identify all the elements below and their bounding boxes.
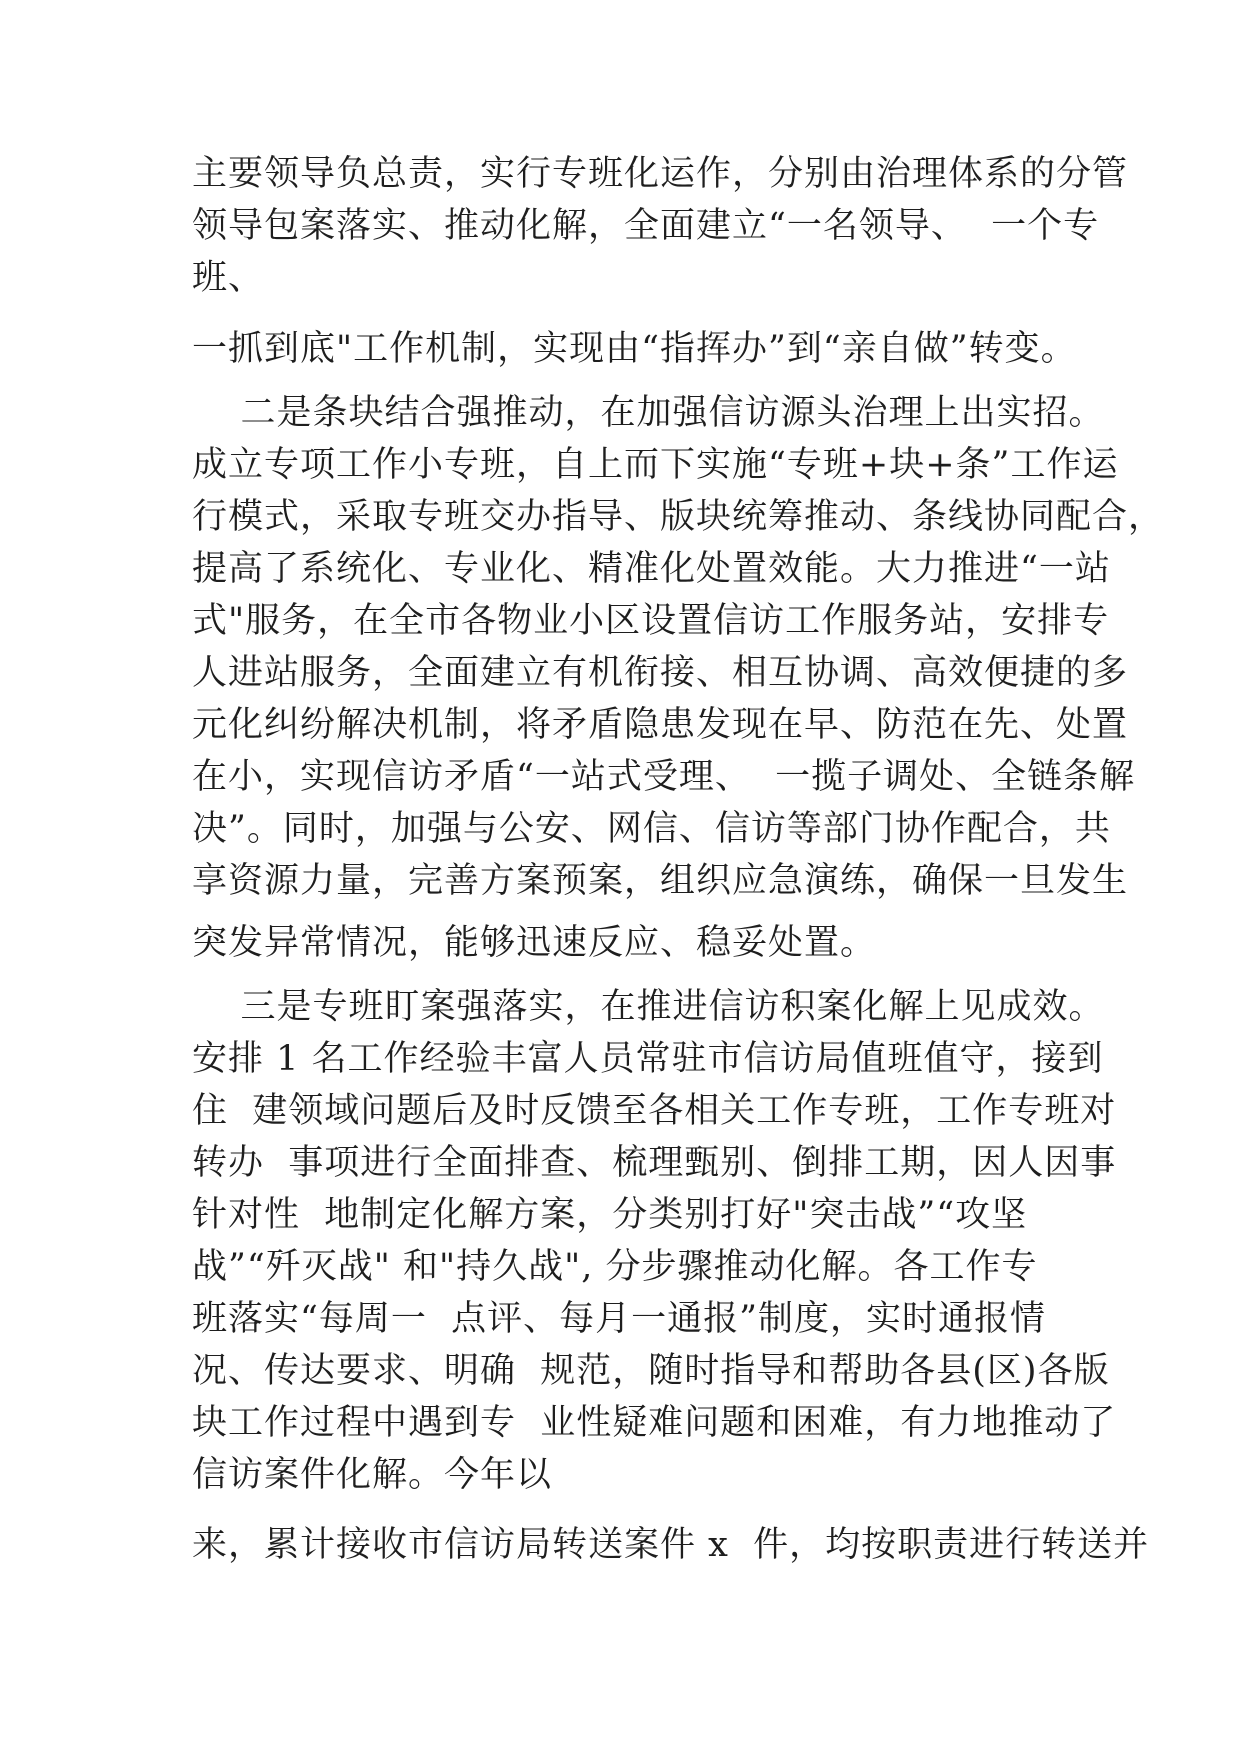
text-line: 突发异常情况，能够迅速反应、稳妥处置。 (192, 923, 877, 963)
text-line: 式"服务，在全市各物业小区设置信访工作服务站，安排专 (192, 601, 1110, 641)
text-line: 一抓到底"工作机制，实现由“指挥办”到“亲自做”转变。 (192, 329, 1077, 369)
text-line: 来，累计接收市信访局转送案件 x 件，均按职责进行转送并 (192, 1525, 1150, 1565)
text-line: 三是专班盯案强落实，在推进信访积案化解上见成效。 (192, 987, 1105, 1027)
text-line: 安排 1 名工作经验丰富人员常驻市信访局值班值守，接到 (192, 1039, 1104, 1079)
text-line: 战”“歼灭战" 和"持久战", 分步骤推动化解。各工作专 (192, 1247, 1038, 1287)
text-line: 元化纠纷解决机制，将矛盾隐患发现在早、防范在先、处置 (192, 705, 1129, 745)
text-line: 行模式，采取专班交办指导、版块统筹推动、条线协同配合， (192, 497, 1165, 537)
text-line: 转办 事项进行全面排查、梳理甄别、倒排工期，因人因事 (192, 1143, 1117, 1183)
text-line: 块工作过程中遇到专 业性疑难问题和困难，有力地推动了 (192, 1403, 1117, 1443)
text-line: 提高了系统化、专业化、精准化处置效能。大力推进“一站 (192, 549, 1111, 589)
text-line: 在小，实现信访矛盾“一站式受理、 一揽子调处、全链条解 (192, 757, 1136, 797)
text-line: 针对性 地制定化解方案，分类别打好"突击战”“攻坚 (192, 1195, 1028, 1235)
text-line: 人进站服务，全面建立有机衔接、相互协调、高效便捷的多 (192, 653, 1129, 693)
text-line: 班落实“每周一 点评、每月一通报”制度，实时通报情 (192, 1299, 1047, 1339)
text-line: 主要领导负总责，实行专班化运作，分别由治理体系的分管 (192, 154, 1129, 194)
text-line: 二是条块结合强推动，在加强信访源头治理上出实招。 (192, 393, 1105, 433)
text-line: 班、 (192, 258, 265, 298)
text-line: 况、传达要求、明确 规范，随时指导和帮助各县(区)各版 (192, 1351, 1110, 1391)
text-line: 领导包案落实、推动化解，全面建立“一名领导、 一个专 (192, 206, 1100, 246)
text-line: 成立专项工作小专班，自上而下实施“专班+块+条”工作运 (192, 445, 1119, 485)
text-line: 信访案件化解。今年以 (192, 1455, 553, 1495)
text-line: 决”。同时，加强与公安、网信、信访等部门协作配合，共 (192, 809, 1111, 849)
text-line: 享资源力量，完善方案预案，组织应急演练，确保一旦发生 (192, 861, 1129, 901)
text-line: 住 建领域问题后及时反馈至各相关工作专班，工作专班对 (192, 1091, 1117, 1131)
